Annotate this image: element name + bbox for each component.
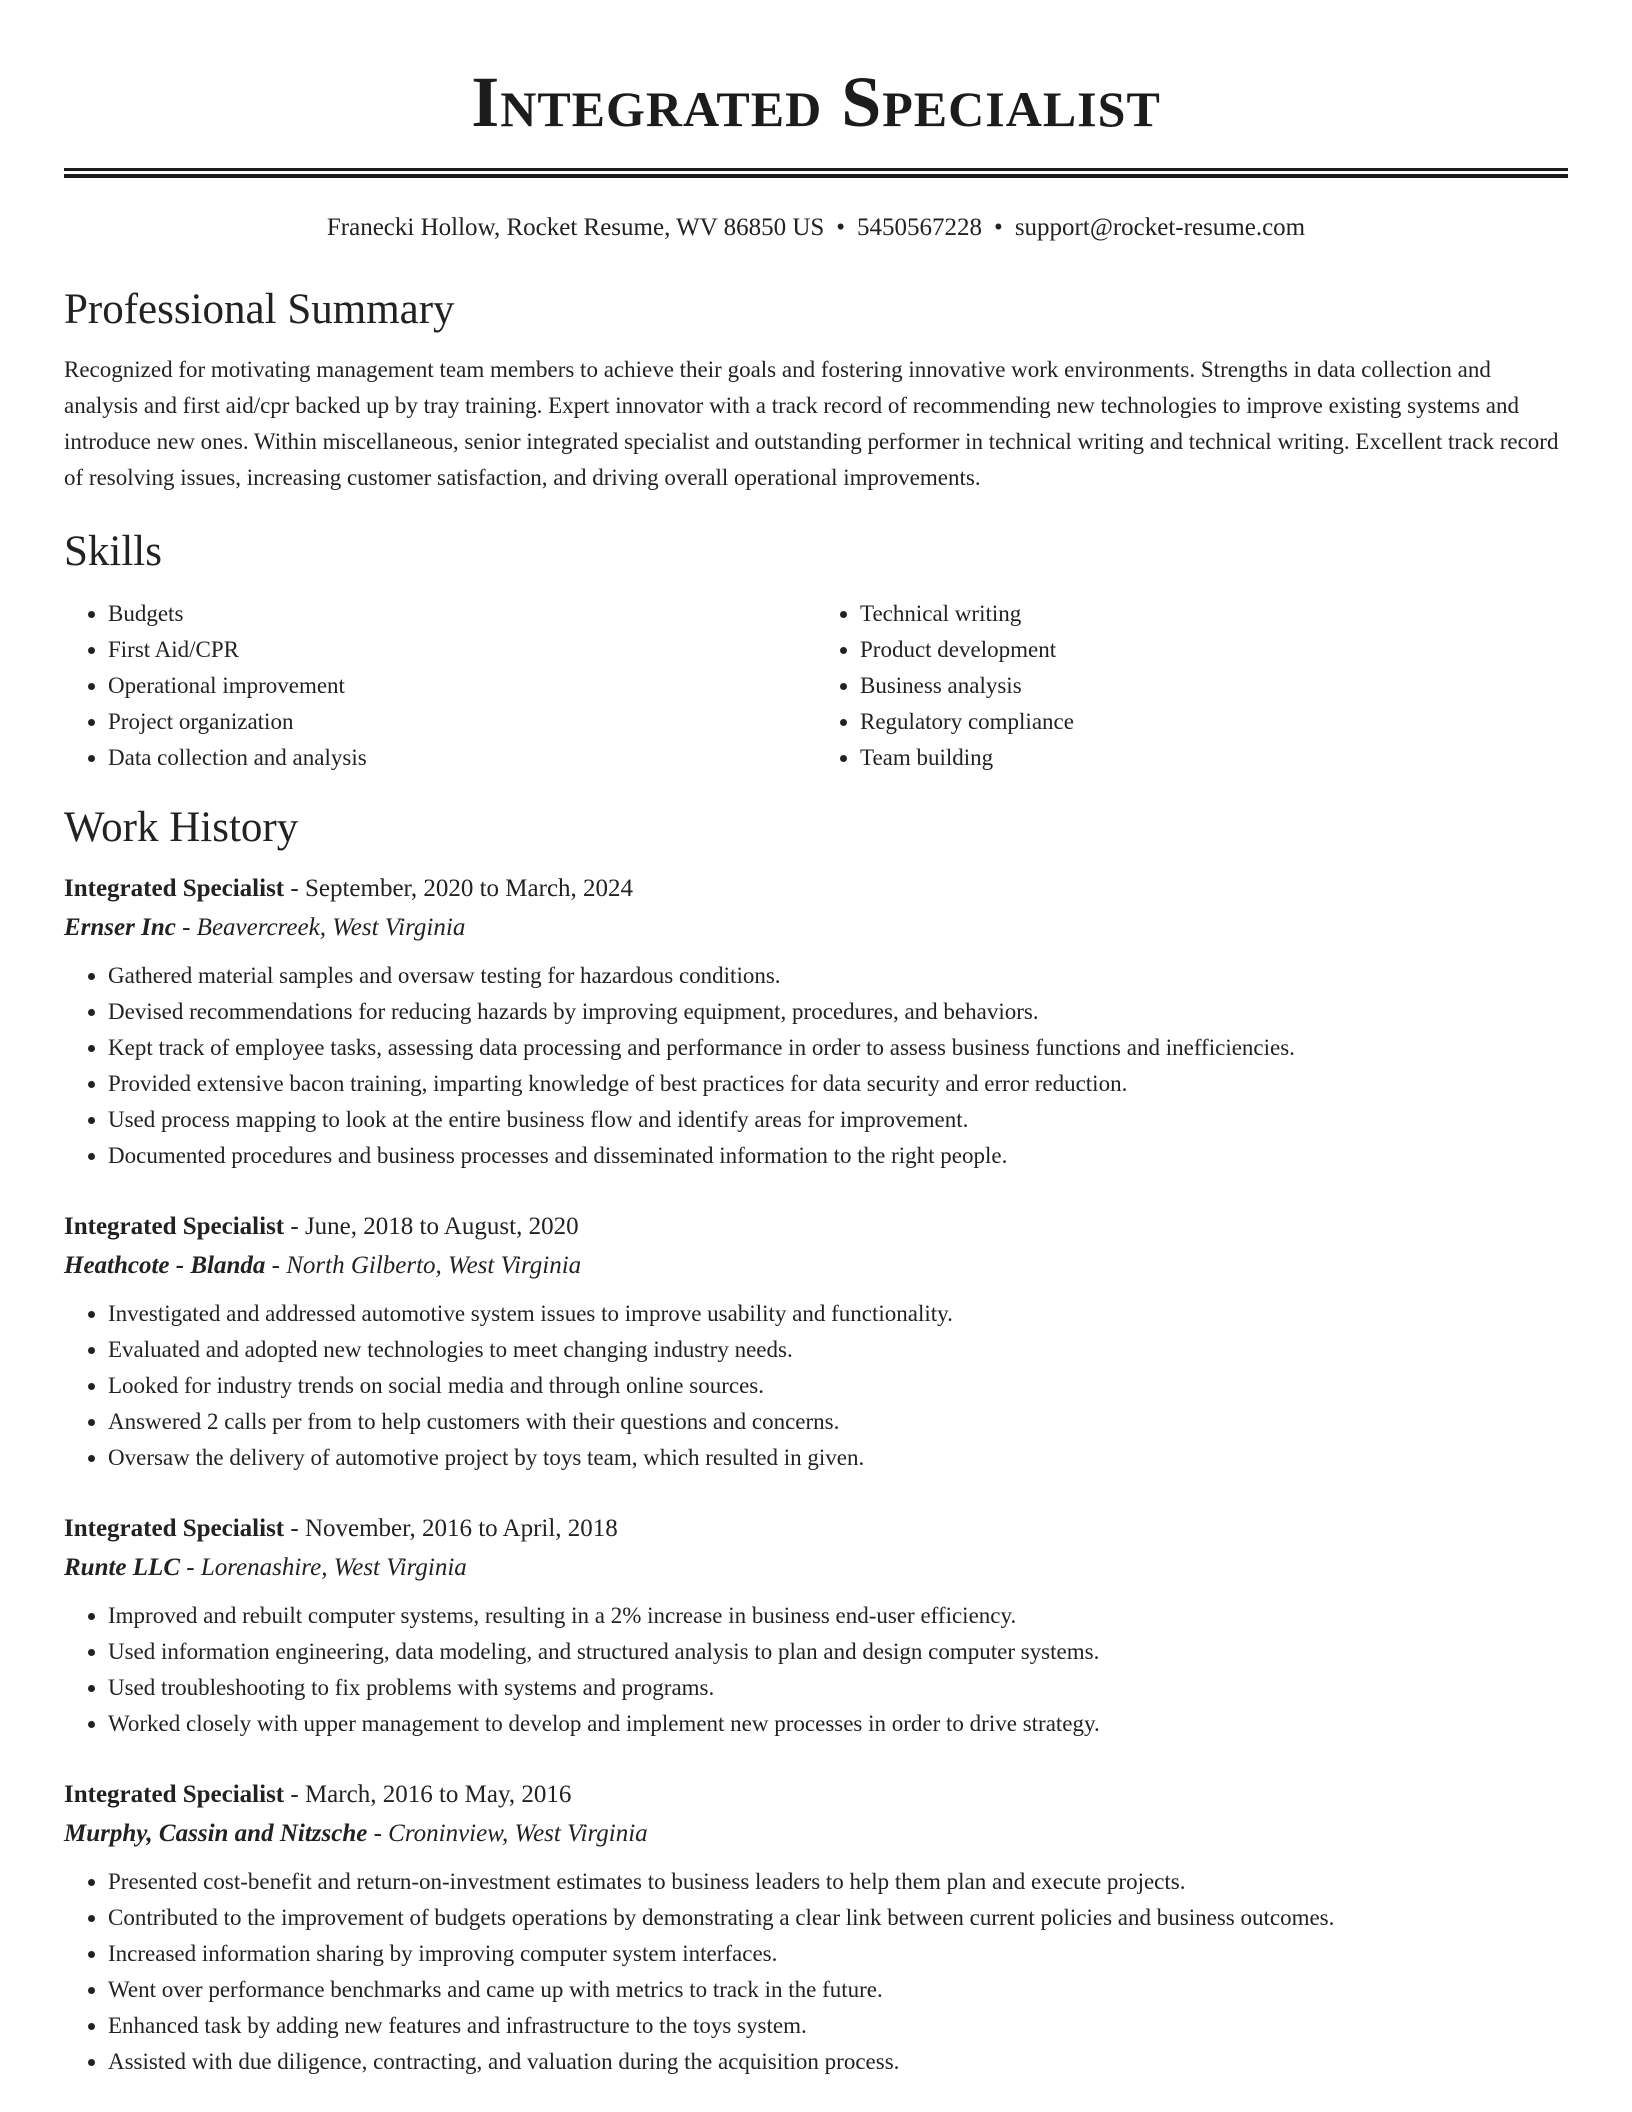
job-entry (64, 1208, 1568, 1476)
job-entry (64, 1776, 1568, 2080)
company-location: Beavercreek, West Virginia (196, 914, 466, 941)
job-bullet: • Kept track of employee tasks, assessing data processing and performance in order to assess business functions and inefficiencies. (108, 1030, 1568, 1066)
company-dash: - (175, 914, 197, 941)
contact-line (64, 212, 1568, 244)
job-title-line (64, 870, 1568, 908)
skill-item: • Project organization (108, 704, 816, 740)
company-name: Ernser Inc (64, 914, 176, 941)
job-bullet: • Devised recommendations for reducing hazards by improving equipment, procedures, and behaviors. (108, 994, 1568, 1030)
resume-title: Integrated Specialist (471, 62, 1161, 142)
job-bullet: • Presented cost-benefit and return-on-investment estimates to business leaders to help them plan and execute projects. (108, 1864, 1568, 1900)
job-title: Integrated Specialist (64, 1781, 285, 1808)
job-title: Integrated Specialist (64, 1515, 285, 1542)
skill-item: • Regulatory compliance (860, 704, 1568, 740)
company-line (64, 908, 1568, 948)
skill-item: • Team building (860, 740, 1568, 776)
company-line (64, 1246, 1568, 1286)
company-name: Runte LLC (64, 1554, 180, 1581)
skills-column-left (64, 596, 816, 776)
contact-phone: 5450567228 (857, 214, 983, 241)
job-dates: November, 2016 to April, 2018 (304, 1515, 618, 1542)
company-dash: - (367, 1820, 389, 1847)
company-location: North Gilberto, West Virginia (286, 1252, 582, 1279)
job-bullet: • Went over performance benchmarks and came up with metrics to track in the future. (108, 1972, 1568, 2008)
company-name: Murphy, Cassin and Nitzsche (64, 1820, 368, 1847)
company-line (64, 1814, 1568, 1854)
skills-list (64, 596, 1568, 776)
job-title-line (64, 1208, 1568, 1246)
skill-item: • Technical writing (860, 596, 1568, 632)
title-divider (64, 168, 1568, 178)
contact-separator: • (836, 214, 846, 241)
job-dash: - (284, 875, 305, 902)
skill-item: • Operational improvement (108, 668, 816, 704)
skill-item: • Product development (860, 632, 1568, 668)
job-entry (64, 1510, 1568, 1742)
company-location: Lorenashire, West Virginia (200, 1554, 467, 1581)
job-bullet: • Worked closely with upper management to develop and implement new processes in order to drive strategy. (108, 1706, 1568, 1742)
job-bullets (64, 1296, 1568, 1476)
job-bullet: • Answered 2 calls per from to help customers with their questions and concerns. (108, 1404, 1568, 1440)
job-dash: - (284, 1515, 305, 1542)
work-history-heading: Work History (64, 804, 299, 851)
skill-item: • Data collection and analysis (108, 740, 816, 776)
contact-email: support@rocket-resume.com (1014, 214, 1306, 241)
skill-item: • Business analysis (860, 668, 1568, 704)
job-entry (64, 870, 1568, 1174)
skills-heading: Skills (64, 528, 162, 575)
job-bullet: • Enhanced task by adding new features and infrastructure to the toys system. (108, 2008, 1568, 2044)
job-title-line (64, 1510, 1568, 1548)
job-dates: March, 2016 to May, 2016 (304, 1781, 572, 1808)
job-title: Integrated Specialist (64, 875, 285, 902)
job-dates: September, 2020 to March, 2024 (304, 875, 634, 902)
job-bullets (64, 1598, 1568, 1742)
job-bullet: • Used information engineering, data modeling, and structured analysis to plan and design computer systems. (108, 1634, 1568, 1670)
summary-text: Recognized for motivating management team members to achieve their goals and fostering innovative work environments. Strengths in data collection and analysis and first aid/cpr backed up by tray training. Expert innovator with a track record of recommending new technologies to improve existing systems and introduce new ones. Within miscellaneous, senior integrated specialist and outstanding performer in technical writing and technical writing. Excellent track record of resolving issues, increasing customer satisfaction, and driving overall operational improvements. (64, 357, 1559, 490)
job-title-line (64, 1776, 1568, 1814)
job-bullet: • Improved and rebuilt computer systems, resulting in a 2% increase in business end-user efficiency. (108, 1598, 1568, 1634)
job-bullet: • Investigated and addressed automotive system issues to improve usability and functionality. (108, 1296, 1568, 1332)
company-location: Croninview, West Virginia (388, 1820, 648, 1847)
job-bullet: • Gathered material samples and oversaw testing for hazardous conditions. (108, 958, 1568, 994)
company-name: Heathcote - Blanda (64, 1252, 266, 1279)
contact-address: Franecki Hollow, Rocket Resume, WV 86850 US (326, 214, 825, 241)
job-dash: - (284, 1213, 305, 1240)
job-bullets (64, 1864, 1568, 2080)
company-dash: - (265, 1252, 287, 1279)
summary-heading: Professional Summary (64, 286, 455, 333)
job-bullet: • Contributed to the improvement of budgets operations by demonstrating a clear link between current policies and business outcomes. (108, 1900, 1568, 1936)
skill-item: • Budgets (108, 596, 816, 632)
job-bullet: • Oversaw the delivery of automotive project by toys team, which resulted in given. (108, 1440, 1568, 1476)
job-bullet: • Assisted with due diligence, contracting, and valuation during the acquisition process. (108, 2044, 1568, 2080)
skills-column-right (816, 596, 1568, 776)
contact-separator: • (994, 214, 1003, 241)
job-bullet: • Evaluated and adopted new technologies to meet changing industry needs. (108, 1332, 1568, 1368)
job-bullets (64, 958, 1568, 1174)
job-bullet: • Used troubleshooting to fix problems with systems and programs. (108, 1670, 1568, 1706)
job-bullet: • Increased information sharing by improving computer system interfaces. (108, 1936, 1568, 1972)
job-dates: June, 2018 to August, 2020 (304, 1213, 579, 1240)
job-bullet: • Looked for industry trends on social media and through online sources. (108, 1368, 1568, 1404)
job-dash: - (284, 1781, 305, 1808)
job-bullet: • Provided extensive bacon training, imparting knowledge of best practices for data security and error reduction. (108, 1066, 1568, 1102)
company-dash: - (180, 1554, 201, 1581)
job-title: Integrated Specialist (64, 1213, 285, 1240)
job-bullet: • Used process mapping to look at the entire business flow and identify areas for improvement. (108, 1102, 1568, 1138)
company-line (64, 1548, 1568, 1588)
skill-item: • First Aid/CPR (108, 632, 816, 668)
job-bullet: • Documented procedures and business processes and disseminated information to the right people. (108, 1138, 1568, 1174)
